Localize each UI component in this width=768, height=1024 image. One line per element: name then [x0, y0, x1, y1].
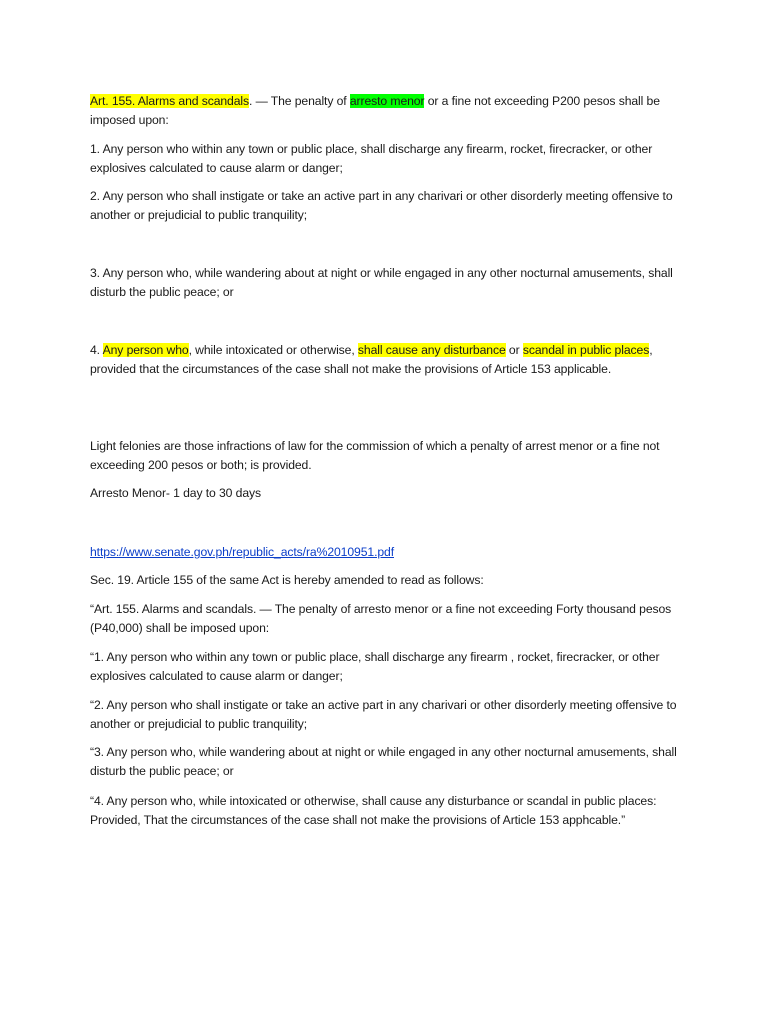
disturbance-highlight: shall cause any disturbance	[357, 343, 506, 357]
article-heading-highlight: Art. 155. Alarms and scandals	[90, 94, 250, 108]
senate-link[interactable]: https://www.senate.gov.ph/republic_acts/ra%2010951.pdf	[90, 545, 394, 559]
original-item-1: 1. Any person who within any town or public place, shall discharge any firearm, rocket, firecracker, or other explosives calculated to cause alarm or danger;	[90, 142, 653, 175]
amended-item-1: “1. Any person who within any town or public place, shall discharge any firearm , rocket, firecracker, or other explosives calculated to cause alarm or danger;	[90, 650, 660, 683]
original-item-3: 3. Any person who, while wandering about at night or while engaged in any other nocturnal amusements, shall disturb the public peace; or	[90, 266, 673, 299]
any-person-highlight: Any person who	[102, 343, 189, 357]
original-intro-paragraph: Art. 155. Alarms and scandals. — The penalty of arresto menor or a fine not exceeding P200 pesos shall be imposed upon:	[90, 94, 660, 127]
arresto-menor-note: Arresto Menor- 1 day to 30 days	[90, 486, 261, 500]
senate-link-paragraph	[90, 543, 690, 562]
amended-item-3: “3. Any person who, while wandering about at night or while engaged in any other nocturnal amusements, shall disturb the public peace; or	[90, 745, 677, 778]
original-item-2: 2. Any person who shall instigate or take an active part in any charivari or other disorderly meeting offensive to another or prejudicial to public tranquility;	[90, 189, 673, 222]
original-item-4: 4. Any person who, while intoxicated or otherwise, shall cause any disturbance or scandal in public places, provided that the circumstances of the case shall not make the provisions of Article 153 applicable.	[90, 343, 653, 376]
light-felonies-note: Light felonies are those infractions of law for the commission of which a penalty of arrest menor or a fine not exceeding 200 pesos or both; is provided.	[90, 439, 660, 472]
amended-intro-paragraph: “Art. 155. Alarms and scandals. — The penalty of arresto menor or a fine not exceeding Forty thousand pesos (P40,000) shall be imposed upon:	[90, 602, 672, 635]
section-19-paragraph: Sec. 19. Article 155 of the same Act is hereby amended to read as follows:	[90, 573, 484, 587]
arresto-menor-highlight: arresto menor	[349, 94, 425, 108]
scandal-highlight: scandal in public places	[522, 343, 650, 357]
amended-item-2: “2. Any person who shall instigate or take an active part in any charivari or other disorderly meeting offensive to another or prejudicial to public tranquility;	[90, 698, 677, 731]
amended-item-4: “4. Any person who, while intoxicated or otherwise, shall cause any disturbance or scandal in public places: Provided, That the circumstances of the case shall not make the provisions of Article 153 apphcable.”	[90, 794, 657, 827]
